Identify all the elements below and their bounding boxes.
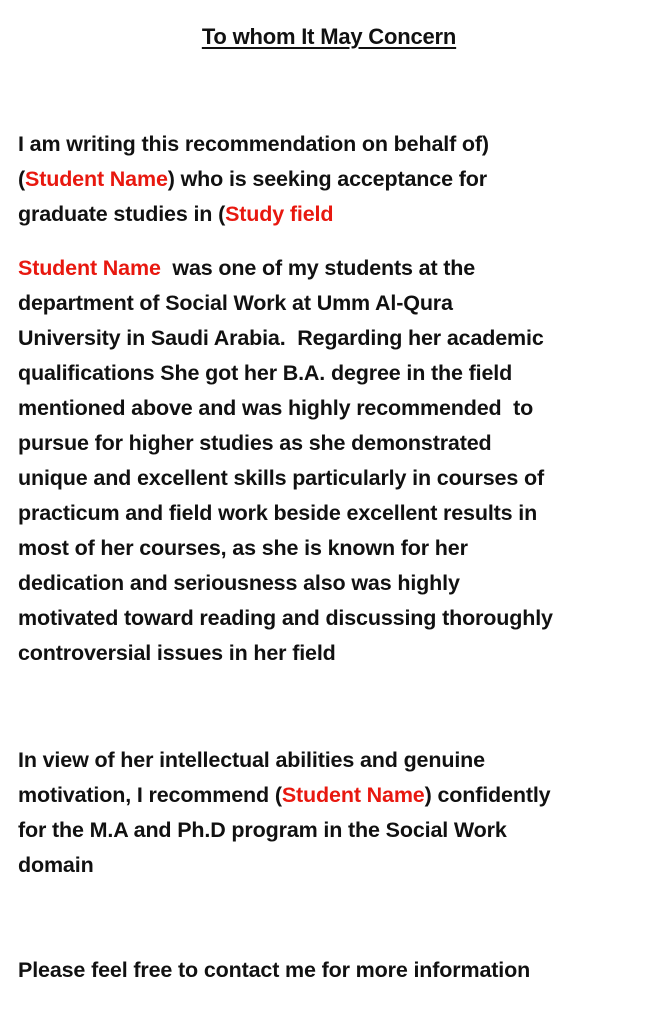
qualifications-line: qualifications She got her B.A. degree in the field <box>18 361 513 385</box>
qualifications-line: practicum and field work beside excellent results in <box>18 501 538 525</box>
recommendation-line-4: domain <box>18 853 94 877</box>
intro-line-1: I am writing this recommendation on behalf of) <box>18 132 489 156</box>
student-name-placeholder: Student Name <box>281 783 425 807</box>
qualifications-line: University in Saudi Arabia. Regarding her academic <box>18 326 544 350</box>
recommendation-line-2-pre: motivation, I recommend ( <box>18 783 282 807</box>
qualifications-line: unique and excellent skills particularly in courses of <box>18 466 544 490</box>
recommendation-line-2-post: ) confidently <box>424 783 551 807</box>
intro-line-3 <box>18 197 648 232</box>
recommendation-line-3: for the M.A and Ph.D program in the Social Work <box>18 818 507 842</box>
recommendation-line-2 <box>18 778 648 813</box>
student-name-placeholder: Student Name <box>18 256 161 280</box>
recommendation-paragraph <box>18 743 648 883</box>
qualifications-line-1-rest: was one of my students at the <box>160 256 476 280</box>
qualifications-line: dedication and seriousness also was highly <box>18 571 460 595</box>
recommendation-line-1: In view of her intellectual abilities and genuine <box>18 748 485 772</box>
letter-title: To whom It May Concern <box>201 24 457 49</box>
qualifications-paragraph <box>18 251 648 671</box>
qualifications-line: pursue for higher studies as she demonstrated <box>18 431 492 455</box>
qualifications-line: controversial issues in her field <box>18 641 336 665</box>
intro-line-3-text: graduate studies in ( <box>18 202 226 226</box>
contact-paragraph <box>18 953 648 988</box>
study-field-placeholder: Study field <box>225 202 334 226</box>
student-name-placeholder: Student Name <box>25 167 168 191</box>
contact-line: Please feel free to contact me for more information <box>18 958 531 982</box>
intro-line-2-rest: ) who is seeking acceptance for <box>167 167 487 191</box>
intro-open-paren: ( <box>18 167 26 191</box>
qualifications-line: most of her courses, as she is known for her <box>18 536 468 560</box>
intro-line-2 <box>18 162 648 197</box>
qualifications-line: department of Social Work at Umm Al-Qura <box>18 291 453 315</box>
intro-paragraph <box>18 127 648 232</box>
qualifications-line-1 <box>18 251 648 286</box>
qualifications-line: mentioned above and was highly recommended to <box>18 396 534 420</box>
qualifications-line: motivated toward reading and discussing thoroughly <box>18 606 553 630</box>
